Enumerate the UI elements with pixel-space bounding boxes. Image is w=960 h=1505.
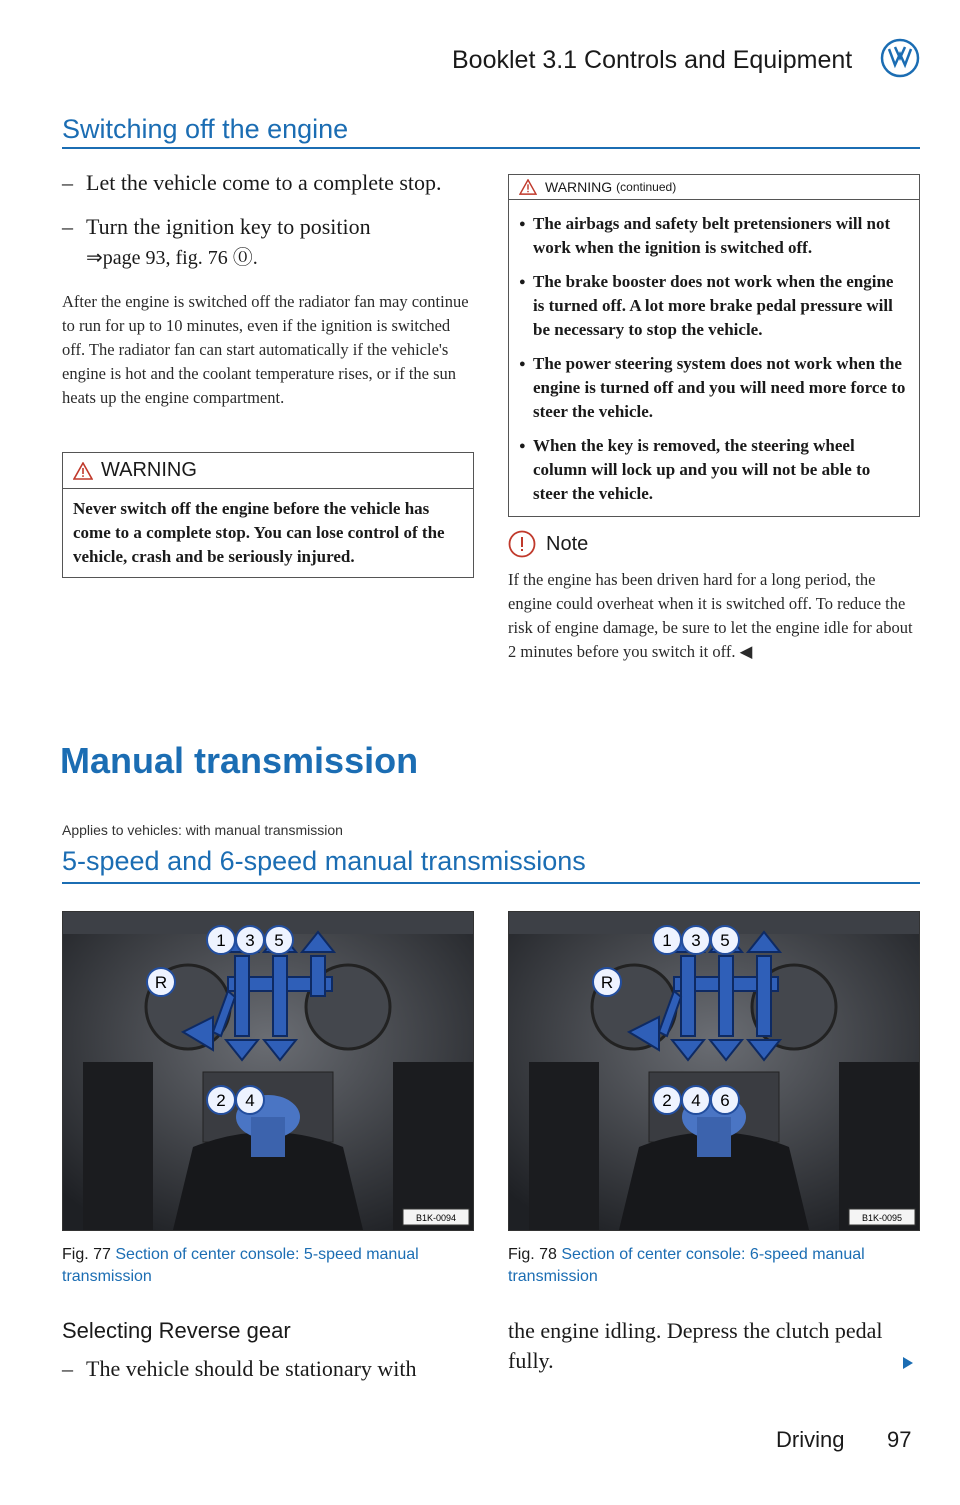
section-rule bbox=[62, 147, 920, 149]
figure-caption-text: Section of center console: 5-speed manual transmission bbox=[62, 1246, 419, 1285]
warning-item: ● The brake booster does not work when the engine is turned off. A lot more brake pedal pressure will be necessary to stop the vehicle. bbox=[519, 270, 909, 342]
gear-label: 2 bbox=[662, 1091, 672, 1110]
reverse-step: – The vehicle should be stationary with bbox=[62, 1356, 417, 1381]
figure-78-caption bbox=[508, 1244, 918, 1288]
warning-triangle-icon bbox=[519, 179, 537, 195]
gear-label: 4 bbox=[245, 1091, 255, 1110]
fan-paragraph: After the engine is switched off the radiator fan may continue to run for up to 10 minutes, even if the ignition is switched off. The radiator fan can start automatically if the vehicle's engine is hot and the coolant temperature rises, or if the sun heats up the engine compartment. bbox=[62, 292, 469, 407]
figure-78-photo bbox=[508, 911, 920, 1231]
warning-box bbox=[62, 452, 474, 578]
gear-label: 1 bbox=[662, 931, 672, 950]
note-header bbox=[508, 530, 588, 558]
gear-label: 3 bbox=[691, 931, 701, 950]
figure-number: Fig. 78 bbox=[508, 1246, 557, 1263]
step-2-ref[interactable]: ⇒page 93, fig. 76 ⓪. bbox=[86, 247, 258, 269]
figure-77-photo bbox=[62, 911, 474, 1231]
note-info-icon bbox=[508, 530, 536, 558]
page-number: 97 bbox=[887, 1427, 912, 1452]
warning-continued-box bbox=[508, 174, 920, 517]
gear-label: 6 bbox=[720, 1091, 730, 1110]
vw-logo-icon bbox=[880, 38, 920, 78]
warning-continued-header bbox=[509, 175, 919, 200]
reverse-step-text: The vehicle should be stationary with bbox=[86, 1356, 417, 1381]
continue-arrow-icon bbox=[902, 1356, 914, 1370]
applies-to: Applies to vehicles: with manual transmission bbox=[62, 822, 343, 838]
warning-label: WARNING bbox=[101, 459, 197, 481]
gear-label: 5 bbox=[720, 931, 730, 950]
warning-triangle-icon bbox=[73, 462, 93, 480]
gear-label: 1 bbox=[216, 931, 226, 950]
gear-label: 2 bbox=[216, 1091, 226, 1110]
section-title: Switching off the engine bbox=[62, 114, 349, 144]
figure-77-caption bbox=[62, 1244, 472, 1288]
selecting-reverse-heading: Selecting Reverse gear bbox=[62, 1318, 291, 1343]
transmissions-subtitle: 5-speed and 6-speed manual transmissions bbox=[62, 846, 586, 876]
warning-text: Never switch off the engine before the vehicle has come to a complete stop. You can lose control of the vehicle, crash and be seriously injured. bbox=[73, 499, 445, 566]
note-text: If the engine has been driven hard for a long period, the engine could overheat when it is switched off. To reduce the risk of engine damage, be sure to let the engine idle for about 2 minutes before you switch it off. ◀ bbox=[508, 570, 913, 661]
step-1-text: Let the vehicle come to a complete stop. bbox=[86, 170, 442, 195]
warning-item: ● The airbags and safety belt pretensioners will not work when the ignition is switched off. bbox=[519, 212, 909, 260]
gear-label: R bbox=[154, 973, 168, 992]
figure-code: B1K-0094 bbox=[415, 1213, 457, 1223]
warning-item: ● The power steering system does not work when the engine is turned off and you will need more force to steer the vehicle. bbox=[519, 352, 909, 424]
figure-code: B1K-0095 bbox=[861, 1213, 903, 1223]
figure-caption-text: Section of center console: 6-speed manual transmission bbox=[508, 1246, 865, 1285]
gear-label: 4 bbox=[691, 1091, 701, 1110]
gear-label: 3 bbox=[245, 931, 255, 950]
warning-item: ● When the key is removed, the steering wheel column will lock up and you will not be able to steer the vehicle. bbox=[519, 434, 909, 506]
warning-continued-label: WARNING bbox=[545, 179, 613, 195]
header-title: Booklet 3.1 Controls and Equipment bbox=[452, 46, 853, 74]
gear-label: 5 bbox=[274, 931, 284, 950]
figure-number: Fig. 77 bbox=[62, 1246, 111, 1263]
warning-continued-list bbox=[509, 200, 919, 516]
note-label: Note bbox=[546, 532, 589, 555]
step-2: – Turn the ignition key to position ⇒page 93, fig. 76 ⓪. bbox=[62, 214, 371, 269]
reverse-step-continued: the engine idling. Depress the clutch pedal fully. bbox=[508, 1318, 883, 1373]
subtitle-rule bbox=[62, 882, 920, 884]
manual-transmission-title: Manual transmission bbox=[60, 740, 419, 781]
gear-label: R bbox=[600, 973, 614, 992]
warning-continued-suffix: (continued) bbox=[616, 180, 677, 194]
step-1: – Let the vehicle come to a complete stop. bbox=[62, 170, 442, 195]
footer-section: Driving bbox=[776, 1427, 845, 1452]
step-2-text: Turn the ignition key to position bbox=[86, 214, 371, 239]
warning-header bbox=[63, 453, 473, 489]
